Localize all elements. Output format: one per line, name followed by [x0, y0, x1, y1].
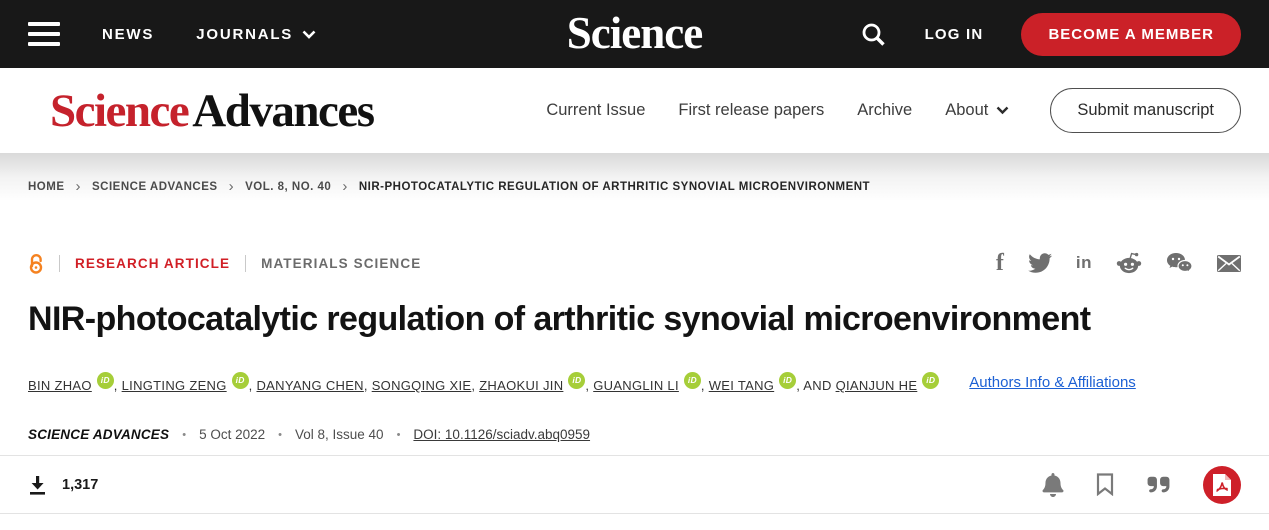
author-link[interactable]: GUANGLIN LI	[593, 378, 679, 393]
authors-row	[28, 372, 1241, 393]
science-logo[interactable]: Science	[566, 7, 703, 58]
article-meta-row	[28, 427, 1241, 442]
author-link[interactable]: DANYANG CHEN	[256, 378, 364, 393]
journal-nav	[546, 88, 1241, 133]
linkedin-icon[interactable]: in	[1075, 253, 1092, 272]
submit-manuscript-button[interactable]: Submit manuscript	[1050, 88, 1241, 133]
bookmark-icon[interactable]	[1096, 473, 1114, 496]
article-action-icons	[1042, 466, 1241, 504]
download-icon	[28, 475, 47, 495]
author-list	[28, 372, 939, 393]
author-link[interactable]: BIN ZHAO	[28, 378, 92, 393]
publish-date: 5 Oct 2022	[199, 427, 266, 442]
orcid-icon[interactable]: iD	[684, 372, 701, 389]
open-access-icon	[28, 253, 44, 274]
nav-archive[interactable]: Archive	[857, 101, 913, 119]
facebook-icon[interactable]: f	[995, 250, 1004, 276]
article-subject-label[interactable]: MATERIALS SCIENCE	[261, 255, 422, 271]
top-navigation-bar	[0, 0, 1269, 68]
breadcrumb-band	[0, 153, 1269, 215]
dot-separator: •	[278, 428, 282, 441]
orcid-icon[interactable]: iD	[232, 372, 249, 389]
chevron-down-icon	[302, 30, 316, 39]
article-type-label[interactable]: RESEARCH ARTICLE	[75, 255, 231, 271]
volume-issue: Vol 8, Issue 40	[295, 427, 384, 442]
author-separator: ,	[363, 378, 372, 393]
author-separator: ,	[585, 378, 594, 393]
journal-bar	[0, 68, 1269, 153]
article-header	[0, 252, 1269, 442]
science-advances-logo[interactable]	[50, 84, 374, 138]
nav-news[interactable]	[102, 26, 154, 43]
author-link[interactable]: WEI TANG	[708, 378, 775, 393]
authors-info-affiliations-link[interactable]: Authors Info & Affiliations	[969, 374, 1136, 391]
author-link[interactable]: QIANJUN HE	[835, 378, 918, 393]
science-advances-logo-science: Science	[50, 84, 189, 137]
nav-first-release-papers[interactable]: First release papers	[678, 101, 825, 119]
topbar-right	[860, 13, 1241, 56]
author-separator: ,	[248, 378, 257, 393]
orcid-icon[interactable]: iD	[779, 372, 796, 389]
breadcrumb-home[interactable]: HOME	[28, 180, 65, 193]
social-share-icons	[996, 252, 1241, 274]
orcid-icon[interactable]: iD	[922, 372, 939, 389]
twitter-icon[interactable]	[1028, 253, 1052, 273]
science-advances-logo-advances: Advances	[192, 84, 374, 137]
nav-journals[interactable]	[196, 26, 316, 43]
breadcrumb-separator: ›	[228, 178, 235, 195]
nav-journals-label: JOURNALS	[196, 25, 294, 43]
search-icon[interactable]	[860, 21, 887, 48]
divider	[59, 255, 60, 272]
article-title: NIR-photocatalytic regulation of arthritic synovial microenvironment	[28, 300, 1091, 338]
reddit-icon[interactable]	[1116, 252, 1142, 274]
dot-separator: •	[396, 428, 401, 441]
metrics-bar	[0, 455, 1269, 514]
breadcrumb-separator: ›	[75, 178, 81, 195]
downloads-metric[interactable]	[28, 475, 98, 495]
pdf-download-icon[interactable]	[1203, 466, 1241, 504]
author-separator: ,	[471, 378, 480, 393]
dot-separator: •	[182, 428, 187, 441]
nav-about[interactable]	[945, 101, 1009, 120]
breadcrumb	[28, 179, 1241, 194]
breadcrumb-separator: ›	[342, 178, 348, 195]
divider	[245, 255, 246, 272]
top-nav	[102, 26, 316, 43]
journal-name: SCIENCE ADVANCES	[28, 427, 170, 442]
download-count: 1,317	[62, 476, 99, 493]
chevron-down-icon	[996, 106, 1009, 115]
hamburger-menu-icon[interactable]	[28, 22, 60, 46]
become-member-button[interactable]: BECOME A MEMBER	[1021, 13, 1241, 56]
breadcrumb-current-article: NIR-PHOTOCATALYTIC REGULATION OF ARTHRITIC SYNOVIAL MICROENVIRONMENT	[358, 180, 871, 193]
email-icon[interactable]	[1217, 255, 1241, 272]
nav-news-label: NEWS	[102, 25, 155, 43]
cite-quote-icon[interactable]	[1146, 472, 1171, 497]
author-link[interactable]: LINGTING ZENG	[121, 378, 227, 393]
author-link[interactable]: ZHAOKUI JIN	[479, 378, 564, 393]
wechat-icon[interactable]	[1166, 252, 1193, 274]
doi-link[interactable]: DOI: 10.1126/sciadv.abq0959	[413, 427, 591, 442]
article-kicker-row	[28, 252, 1241, 274]
notifications-bell-icon[interactable]	[1042, 473, 1064, 497]
breadcrumb-volume[interactable]: VOL. 8, NO. 40	[245, 180, 332, 193]
author-link[interactable]: SONGQING XIE	[371, 378, 472, 393]
nav-about-label: About	[945, 101, 989, 119]
breadcrumb-science-advances[interactable]: SCIENCE ADVANCES	[92, 180, 218, 193]
orcid-icon[interactable]: iD	[97, 372, 114, 389]
login-button[interactable]: LOG IN	[924, 25, 984, 43]
nav-current-issue[interactable]: Current Issue	[546, 101, 646, 119]
author-separator: ,	[113, 378, 122, 393]
orcid-icon[interactable]: iD	[568, 372, 585, 389]
author-separator: , AND	[796, 378, 836, 393]
author-separator: ,	[700, 378, 709, 393]
